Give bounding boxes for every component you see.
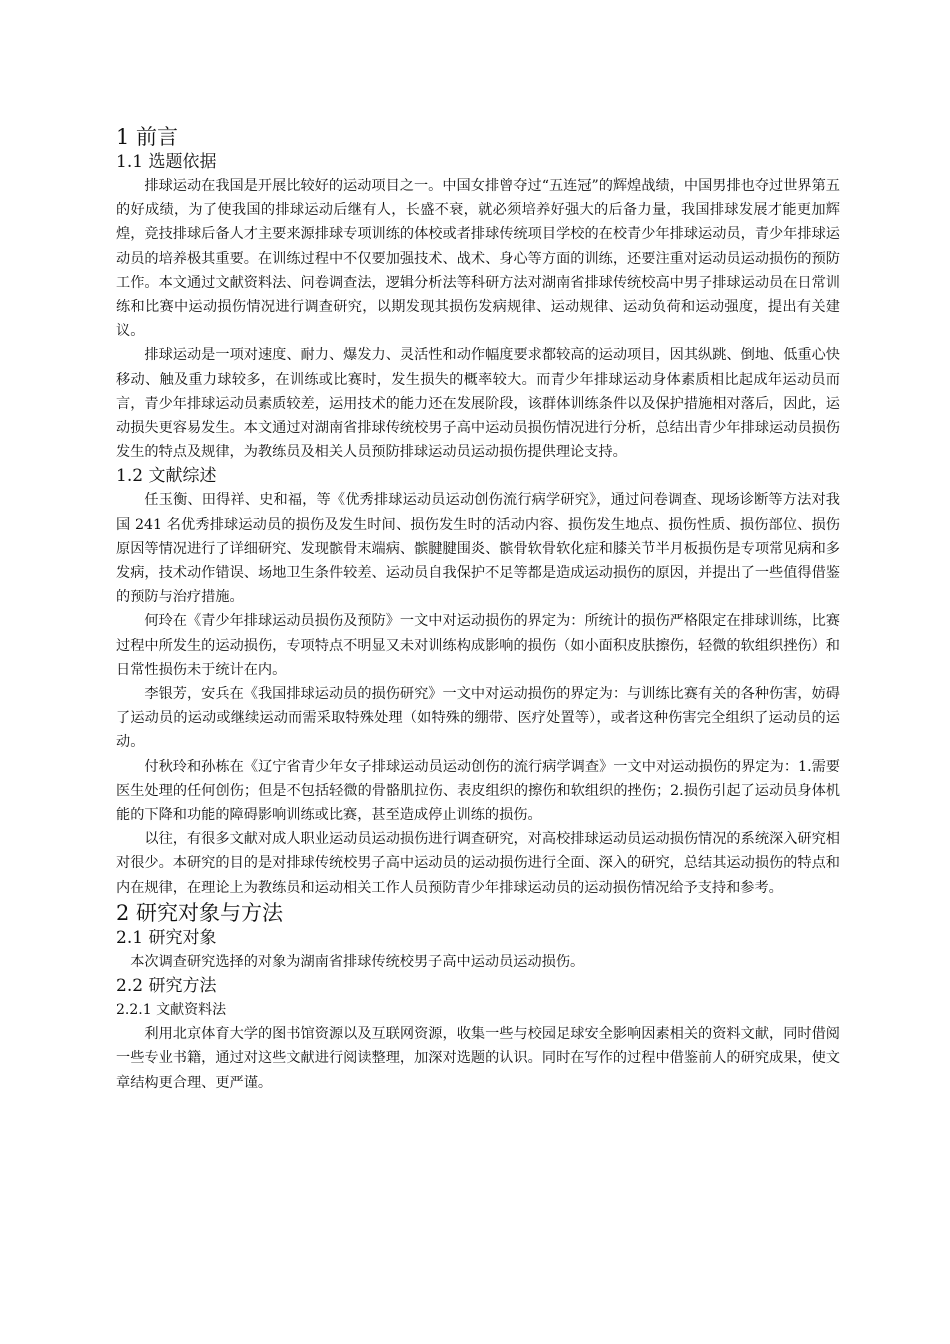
section-1-2-paragraph-4: 付秋玲和孙栋在《辽宁省青少年女子排球运动员运动创伤的流行病学调查》一文中对运动损伤的界定为：1.需要医生处理的任何创伤；但是不包括轻微的骨骼肌拉伤、表皮组织的擦伤和软组织的挫伤；2.损伤引起了运动员身体机能的下降和功能的障碍影响训练或比赛，甚至造成停止训练的损伤。	[116, 758, 840, 824]
section-1-2-paragraph-1: 任玉衡、田得祥、史和福，等《优秀排球运动员运动创伤流行病学研究》，通过问卷调查、现场诊断等方法对我国 241 名优秀排球运动员的损伤及发生时间、损伤发生时的活动内容、损伤发生地点、损伤性质、损伤部位、损伤原因等情况进行了详细研究、发现髌骨末端病、髌腱腱围炎、髌骨软骨软化症和膝关节半月板损伤是专项常见病和多发病，技术动作错误、场地卫生条件较差、运动员自我保护不足等都是造成运动损伤的原因，并提出了一些值得借鉴的预防与治疗措施。	[116, 492, 840, 606]
section-2-1-paragraph-1: 本次调查研究选择的对象为湖南省排球传统校男子高中运动员运动损伤。	[130, 953, 585, 970]
section-1-1-heading: 1.1 选题依据	[116, 152, 217, 172]
section-1-2-heading: 1.2 文献综述	[116, 466, 217, 487]
section-2-1-heading: 2.1 研究对象	[116, 927, 217, 948]
section-2-2-1-heading: 2.2.1 文献资料法	[116, 1002, 227, 1019]
section-2-2-1-paragraph-1: 利用北京体育大学的图书馆资源以及互联网资源，收集一些与校园足球安全影响因素相关的资料文献，同时借阅一些专业书籍，通过对这些文献进行阅读整理，加深对选题的认识。同时在写作的过程中借鉴前人的研究成果，使文章结构更合理、更严谨。	[116, 1026, 840, 1091]
section-2-2-heading: 2.2 研究方法	[116, 976, 217, 997]
section-1-1-paragraph-2: 排球运动是一项对速度、耐力、爆发力、灵活性和动作幅度要求都较高的运动项目，因其纵跳、倒地、低重心快移动、触及重力球较多，在训练或比赛时，发生损失的概率较大。而青少年排球运动身体素质相比起成年运动员而言，青少年排球运动员素质较差，运用技术的能力还在发展阶段，该群体训练条件以及保护措施相对落后，因此，运动损失更容易发生。本文通过对湖南省排球传统校男子高中运动员损伤情况进行分析，总结出青少年排球运动员损伤发生的特点及规律，为教练员及相关人员预防排球运动员运动损伤提供理论支持。	[116, 347, 840, 461]
section-2-heading: 2 研究对象与方法	[116, 900, 284, 925]
section-1-2-paragraph-3: 李银芳，安兵在《我国排球运动员的损伤研究》一文中对运动损伤的界定为：与训练比赛有关的各种伤害，妨碍了运动员的运动或继续运动而需采取特殊处理（如特殊的绷带、医疗处置等），或者这种伤害完全组织了运动员的运动。	[116, 686, 840, 751]
section-1-1-paragraph-1: 排球运动在我国是开展比较好的运动项目之一。中国女排曾夺过“五连冠”的辉煌战绩，中国男排也夺过世界第五的好成绩，为了使我国的排球运动后继有人，长盛不衰，就必须培养好强大的后备力量，我国排球发展才能更加辉煌，竞技排球后备人才主要来源排球专项训练的体校或者排球传统项目学校的在校青少年排球运动员，青少年排球运动员的培养极其重要。在训练过程中不仅要加强技术、战术、身心等方面的训练，还要注重对运动员运动损伤的预防工作。本文通过文献资料法、问卷调查法，逻辑分析法等科研方法对湖南省排球传统校高中男子排球运动员在日常训练和比赛中运动损伤情况进行调查研究，以期发现其损伤发病规律、运动规律、运动负荷和运动强度，提出有关建议。	[116, 178, 840, 340]
section-1-2-paragraph-5: 以往，有很多文献对成人职业运动员运动损伤进行调查研究，对高校排球运动员运动损伤情况的系统深入研究相对很少。本研究的目的是对排球传统校男子高中运动员的运动损伤进行全面、深入的研究，总结其运动损伤的特点和内在规律，在理论上为教练员和运动相关工作人员预防青少年排球运动员的运动损伤情况给予支持和参考。	[116, 831, 840, 896]
document-page	[116, 124, 840, 1095]
section-1-heading: 1 前言	[116, 125, 179, 149]
section-1-2-paragraph-2: 何玲在《青少年排球运动员损伤及预防》一文中对运动损伤的界定为：所统计的损伤严格限定在排球训练，比赛过程中所发生的运动损伤，专项特点不明显又未对训练构成影响的损伤（如小面积皮肤擦伤，轻微的软组织挫伤）和日常性损伤未于统计在内。	[116, 613, 840, 678]
